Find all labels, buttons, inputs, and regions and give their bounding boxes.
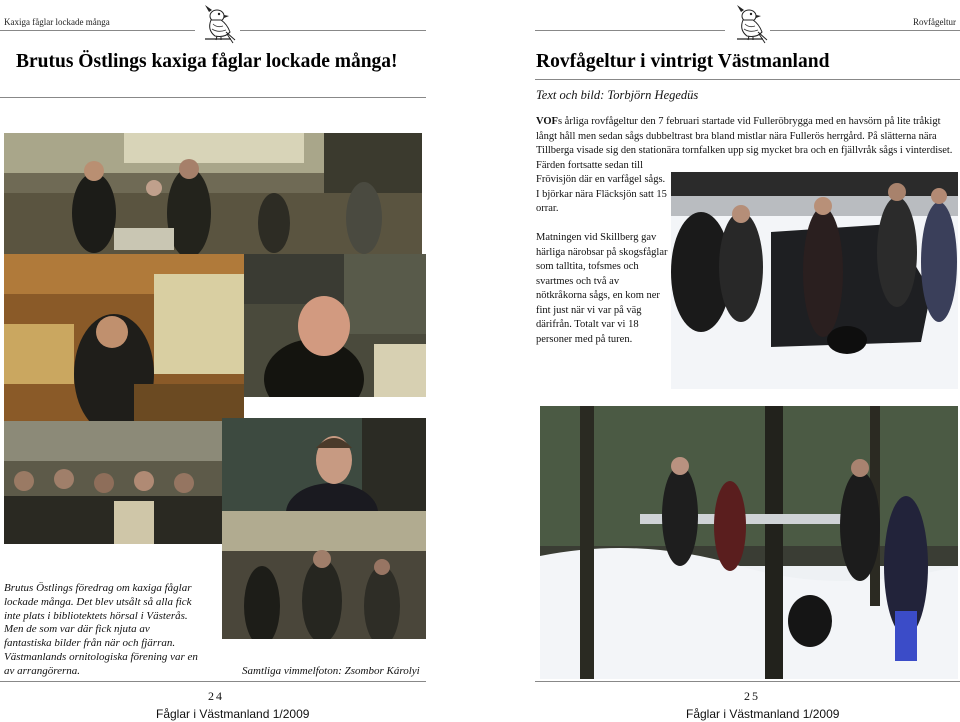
right-page-number: 25 [744, 689, 760, 703]
right-bottom-rule [535, 681, 960, 682]
left-photo-caption: Brutus Östlings föredrag om kaxiga fåglar lockade många. Det blev utsålt så alla fick inte plats i bibliotektets hörsal i Västerås. Men de som var där fick njuta av fantastiska bilder från när och fjärran. Västmanlands ornitologiska förening var en av arrangörerna. [4, 582, 198, 677]
byline: Text och bild: Torbjörn Hegedüs [536, 88, 699, 102]
photo-library-hall [4, 133, 422, 254]
vof-abbreviation: VOF [536, 116, 558, 127]
photo-crowd [222, 511, 426, 639]
photo-man-at-desk [4, 254, 244, 421]
photo-credit: Samtliga vimmelfoton: Zsombor Károlyi [242, 665, 420, 677]
left-page-title: Brutus Östlings kaxiga fåglar lockade många! [16, 51, 398, 72]
right-page-title: Rovfågeltur i vintrigt Västmanland [536, 51, 830, 72]
right-footer: Fåglar i Västmanland 1/2009 [686, 707, 840, 721]
photo-man-portrait [222, 418, 426, 511]
left-footer: Fåglar i Västmanland 1/2009 [156, 707, 310, 721]
left-running-head: Kaxiga fåglar lockade många [4, 17, 110, 27]
right-running-head: Rovfågeltur [913, 17, 956, 27]
left-title-rule [0, 97, 426, 98]
left-header-rule-2 [240, 30, 426, 31]
bird-logo-icon [197, 2, 239, 46]
article-paragraph-1 [536, 115, 958, 345]
photo-forest-lunch [540, 406, 958, 679]
left-bottom-rule [0, 681, 426, 682]
bird-logo-icon [729, 2, 771, 46]
photo-audience [4, 421, 222, 544]
article-paragraph-2: Matningen vid Skillberg gav härliga närobsar på skogsfåglar som talltita, tofsmes och svartmes och två av nötkråkorna sågs, en kom ner fint just när vi var på väg därifrån. Totalt var vi 18 personer med på turen. [536, 232, 668, 345]
photo-man-smiling [244, 254, 426, 397]
right-title-rule [535, 79, 960, 80]
left-page-number: 24 [208, 689, 224, 703]
left-header-rule-1 [0, 30, 195, 31]
paragraph-1-text: s årliga rovfågeltur den 7 februari startade vid Fulleröbrygga med en havsörn på lite tråkigt långt håll men sedan sågs dubbeltrast bra bland mistlar nära Fullerös herrgård. På slätterna nära Tillberga visade sig den stationära tornfalken upp sig mycket bra och en fjällvråk sågs i vinterdiset. Färden fortsatte sedan till Frövisjön där en varfågel sågs. I björkar nära Fläcksjön satt 15 orrar. [536, 116, 953, 214]
photo-group-by-car [671, 172, 958, 389]
right-header-rule-2 [770, 30, 960, 31]
right-header-rule-1 [535, 30, 725, 31]
